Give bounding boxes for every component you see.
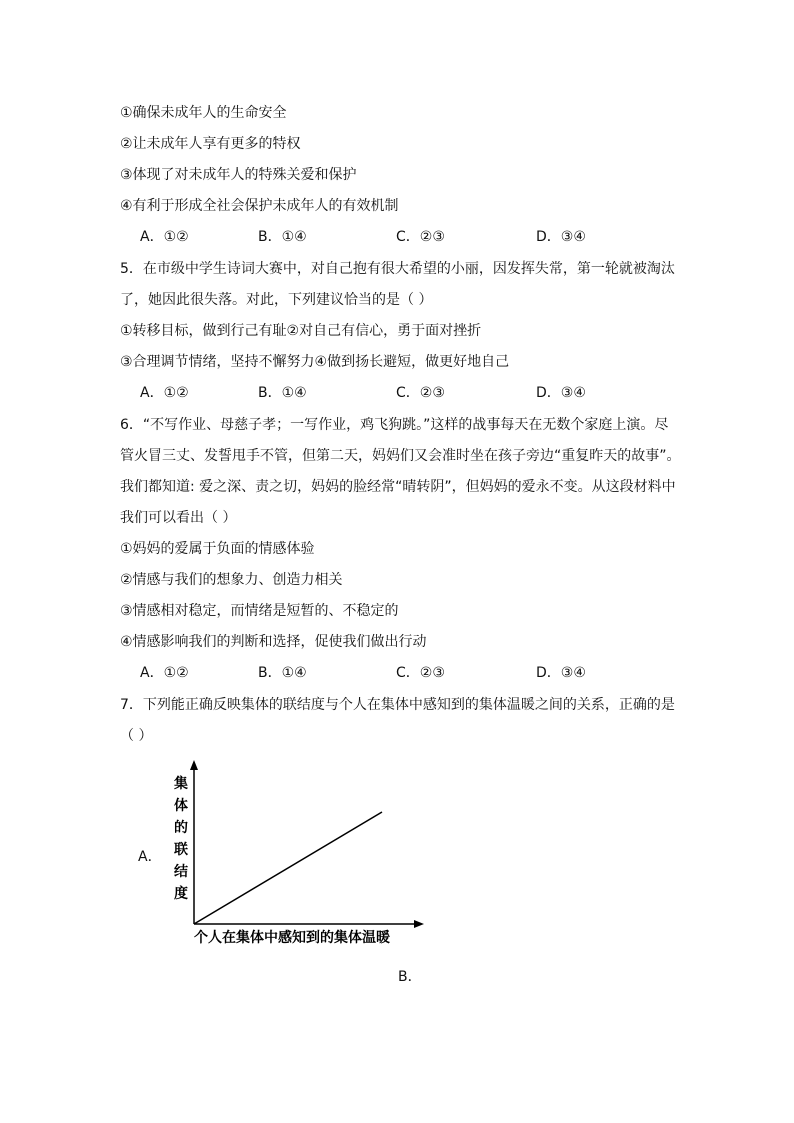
q5-option-c[interactable]: C．②③ [396,385,445,401]
q6-option-a[interactable]: A．①② [140,665,189,681]
q7-stem-line-1: 7．下列能正确反映集体的联结度与个人在集体中感知到的集体温暖之间的关系，正确的是 [120,697,675,713]
q4-option-b[interactable]: B．①④ [258,229,307,245]
q6-stem-line-2: 管火冒三丈、发誓甩手不管，但第二天，妈妈们又会准时坐在孩子旁边“重复昨天的故事”。 [120,448,681,464]
q7-stem-line-2: （ ） [120,728,153,744]
q5-option-a[interactable]: A．①② [140,385,189,401]
q5-stem-line-1: 5．在市级中学生诗词大赛中，对自己抱有很大希望的小丽，因发挥失常，第一轮就被淘汰 [120,261,675,277]
q4-option-d[interactable]: D．③④ [536,229,586,245]
q7-option-b-label[interactable]: B． [398,969,422,985]
q5-stem-line-2: 了，她因此很失落。对此，下列建议恰当的是（ ） [120,292,433,308]
y-axis-label-char: 体 [174,798,188,814]
y-axis-arrow-icon [190,760,198,770]
q6-stem-line-1: 6．“不写作业、母慈子孝；一写作业，鸡飞狗跳。”这样的战事每天在无数个家庭上演。尽 [120,417,669,433]
x-axis-label: 个人在集体中感知到的集体温暖 [194,930,390,946]
q4-item-2: ②让未成年人享有更多的特权 [120,136,301,152]
q6-item-3: ③情感相对稳定，而情绪是短暂的、不稳定的 [120,603,399,619]
y-axis-label-char: 联 [174,842,188,858]
q6-item-2: ②情感与我们的想象力、创造力相关 [120,572,343,588]
q6-option-d[interactable]: D．③④ [536,665,586,681]
q4-item-3: ③体现了对未成年人的特殊关爱和保护 [120,167,357,183]
y-axis-label-char: 的 [174,820,188,836]
q5-option-d[interactable]: D．③④ [536,385,586,401]
q6-option-b[interactable]: B．①④ [258,665,307,681]
q5-option-b[interactable]: B．①④ [258,385,307,401]
y-axis-label-char: 度 [174,886,188,902]
q6-stem-line-4: 我们可以看出（ ） [120,510,237,526]
series-line [194,812,382,924]
y-axis-label [174,775,188,902]
q4-option-a[interactable]: A．①② [140,229,189,245]
q6-item-1: ①妈妈的爱属于负面的情感体验 [120,541,315,557]
y-axis-label-char: 结 [174,864,188,880]
q6-option-c[interactable]: C．②③ [396,665,445,681]
q4-option-c[interactable]: C．②③ [396,229,445,245]
q6-stem-line-3: 我们都知道: 爱之深、责之切，妈妈的脸经常“晴转阴”，但妈妈的爱永不变。从这段材料中 [120,479,676,495]
x-axis-arrow-icon [414,920,424,928]
q5-items-line-2: ③合理调节情绪，坚持不懈努力④做到扬长避短，做更好地自己 [120,354,510,370]
q7-option-a-label[interactable]: A． [138,849,162,865]
q7-option-a-graph[interactable] [136,758,436,948]
q4-item-1: ①确保未成年人的生命安全 [120,105,287,121]
q5-items-line-1: ①转移目标，做到行己有耻②对自己有信心，勇于面对挫折 [120,323,482,339]
q6-item-4: ④情感影响我们的判断和选择，促使我们做出行动 [120,634,427,650]
q4-item-4: ④有利于形成全社会保护未成年人的有效机制 [120,198,399,214]
y-axis-label-char: 集 [174,776,188,792]
